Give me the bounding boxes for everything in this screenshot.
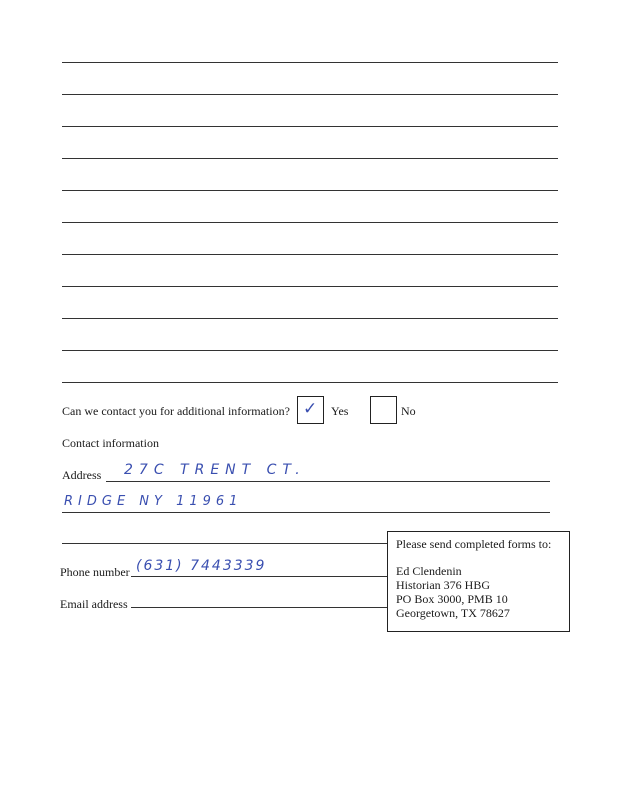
send-to-line-city: Georgetown, TX 78627	[396, 606, 510, 620]
no-checkbox[interactable]	[370, 396, 397, 424]
phone-field[interactable]	[131, 576, 387, 577]
send-to-line-name: Ed Clendenin	[396, 564, 462, 578]
phone-value: (631) 7443339	[136, 558, 267, 574]
no-label: No	[401, 404, 416, 418]
address-line-2-value: RIDGE NY 11961	[64, 494, 243, 509]
send-to-box	[387, 531, 570, 632]
yes-checkbox[interactable]	[297, 396, 324, 424]
address-line-1-field[interactable]	[106, 481, 550, 482]
writing-line[interactable]	[62, 94, 558, 95]
email-field[interactable]	[131, 607, 387, 608]
writing-line[interactable]	[62, 350, 558, 351]
email-label: Email address	[60, 597, 128, 611]
writing-line[interactable]	[62, 254, 558, 255]
contact-info-heading: Contact information	[62, 436, 159, 450]
writing-line[interactable]	[62, 382, 558, 383]
writing-line[interactable]	[62, 190, 558, 191]
phone-label: Phone number	[60, 565, 130, 579]
writing-line[interactable]	[62, 126, 558, 127]
writing-line[interactable]	[62, 286, 558, 287]
address-line-3-field[interactable]	[62, 543, 387, 544]
contact-question-label: Can we contact you for additional information?	[62, 404, 290, 418]
address-line-1-value: 27C TRENT CT.	[124, 462, 306, 478]
address-line-2-field[interactable]	[62, 512, 550, 513]
address-label: Address	[62, 468, 102, 482]
send-to-heading: Please send completed forms to:	[396, 537, 552, 551]
writing-line[interactable]	[62, 222, 558, 223]
writing-line[interactable]	[62, 62, 558, 63]
send-to-line-title: Historian 376 HBG	[396, 578, 490, 592]
check-mark-icon: ✓	[303, 399, 318, 419]
send-to-line-po-box: PO Box 3000, PMB 10	[396, 592, 508, 606]
writing-line[interactable]	[62, 158, 558, 159]
yes-label: Yes	[331, 404, 349, 418]
writing-line[interactable]	[62, 318, 558, 319]
